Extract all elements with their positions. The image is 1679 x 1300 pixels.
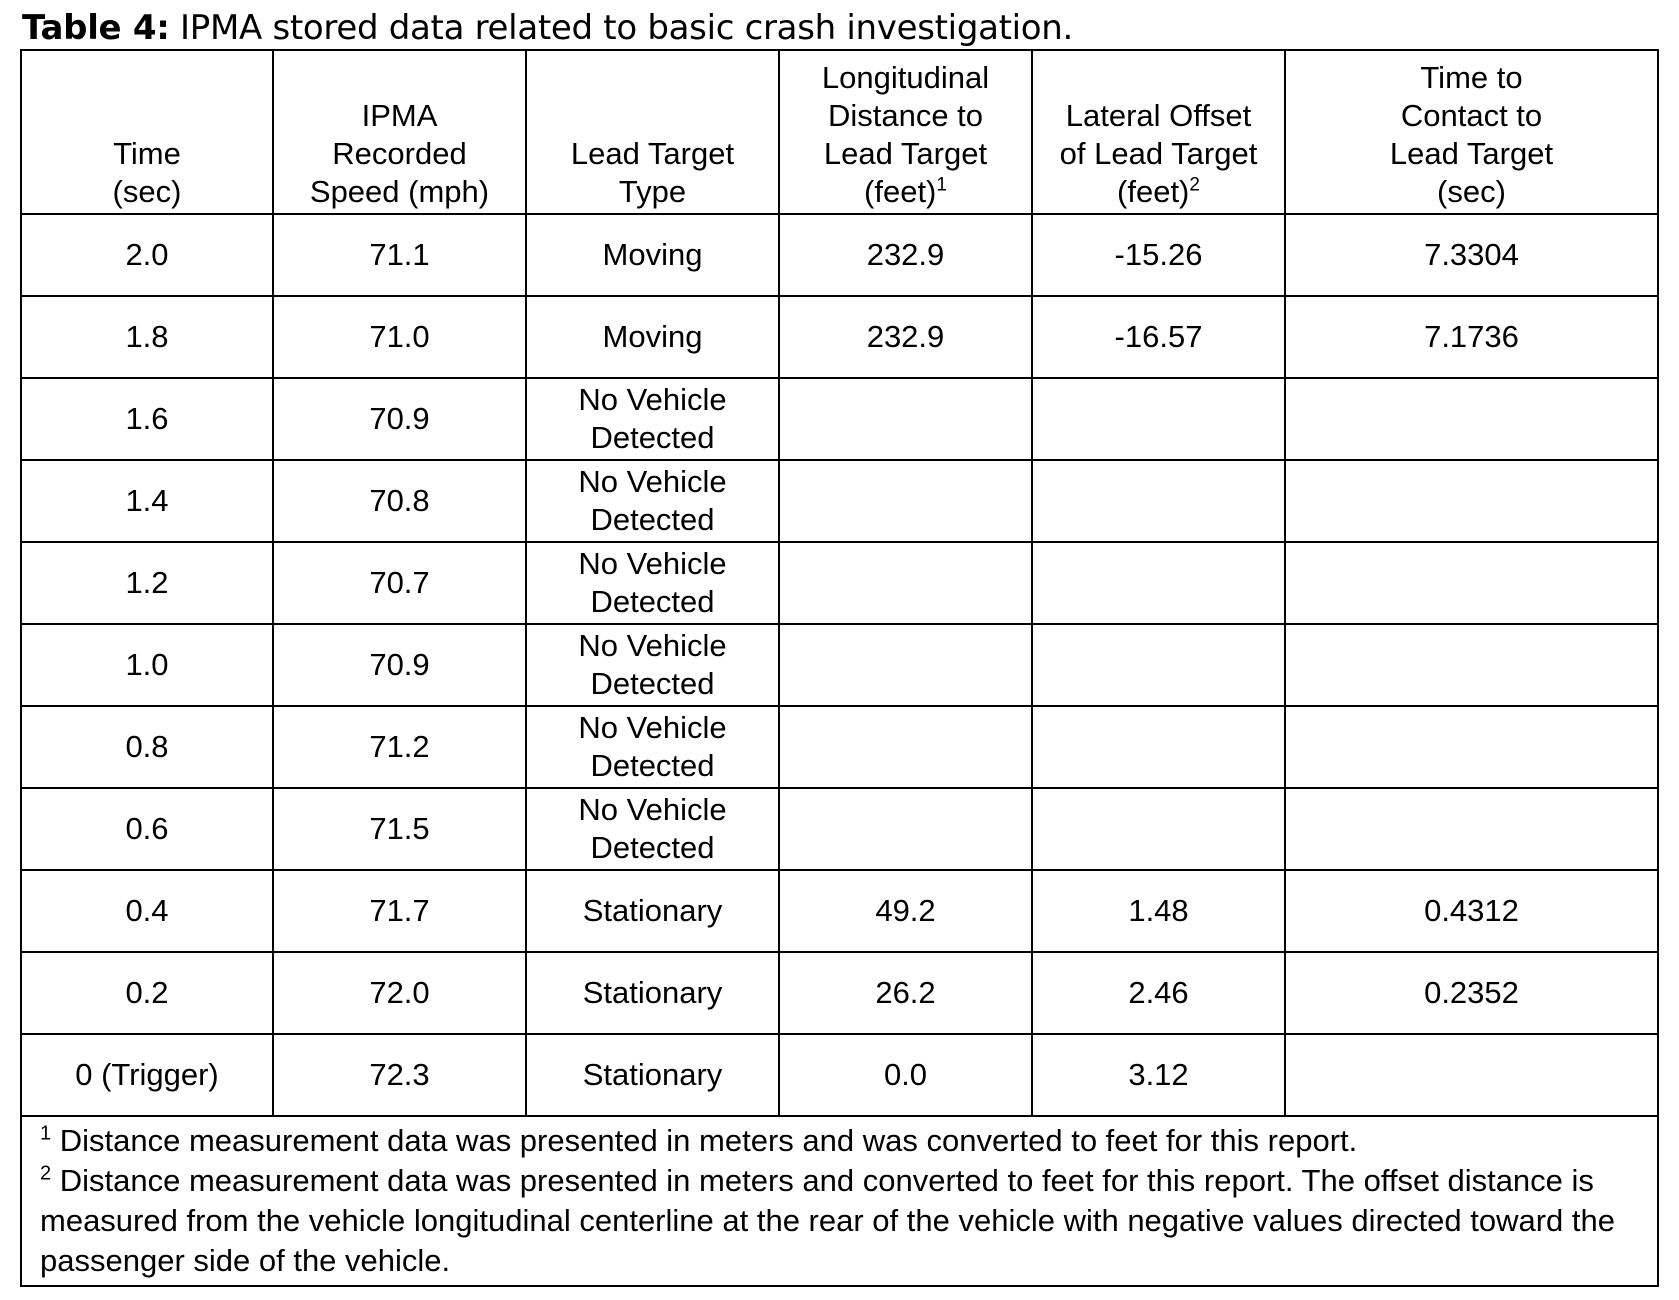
- cell-target-type: Moving: [526, 296, 779, 378]
- table-row: [21, 870, 1658, 952]
- cell-time-to-contact: 7.3304: [1285, 214, 1658, 296]
- cell-target-type: Moving: [526, 214, 779, 296]
- cell-target-type: [526, 788, 779, 870]
- table-footer: [21, 1116, 1658, 1286]
- header-ttc-line-3: Lead Target: [1389, 136, 1554, 171]
- header-time-to-contact: [1285, 50, 1658, 214]
- footnote-1-text: Distance measurement data was presented in meters and was converted to feet for this report.: [59, 1123, 1358, 1158]
- cell-lateral-offset: [1032, 788, 1285, 870]
- cell-target-type-line-2: Detected: [590, 584, 715, 619]
- header-lateral-offset: [1032, 50, 1285, 214]
- cell-time-to-contact: 0.4312: [1285, 870, 1658, 952]
- cell-target-type-line-1: No Vehicle: [578, 546, 727, 581]
- cell-time: 1.4: [21, 460, 273, 542]
- header-lateral-line-2: of Lead Target: [1059, 136, 1258, 171]
- cell-longitudinal-distance: 232.9: [779, 296, 1032, 378]
- cell-speed: 71.5: [273, 788, 526, 870]
- cell-target-type-line-2: Detected: [590, 748, 715, 783]
- table-row: [21, 788, 1658, 870]
- cell-speed: 70.7: [273, 542, 526, 624]
- cell-target-type-line-2: Detected: [590, 666, 715, 701]
- cell-time-to-contact: [1285, 788, 1658, 870]
- cell-target-type-line-1: No Vehicle: [578, 792, 727, 827]
- table-row: [21, 542, 1658, 624]
- footnote-2: [40, 1161, 1633, 1281]
- cell-time-to-contact: [1285, 1034, 1658, 1116]
- header-target-type: [526, 50, 779, 214]
- table-row: [21, 214, 1658, 296]
- table-caption: [22, 8, 1073, 48]
- cell-lateral-offset: -15.26: [1032, 214, 1285, 296]
- cell-lateral-offset: [1032, 460, 1285, 542]
- header-target-type-line-1: Lead Target: [570, 136, 735, 171]
- footnote-row: [21, 1116, 1658, 1286]
- cell-longitudinal-distance: [779, 460, 1032, 542]
- cell-target-type: [526, 378, 779, 460]
- cell-longitudinal-distance: [779, 788, 1032, 870]
- cell-speed: 70.9: [273, 624, 526, 706]
- cell-target-type-line-2: Detected: [590, 420, 715, 455]
- cell-lateral-offset: -16.57: [1032, 296, 1285, 378]
- cell-lateral-offset: [1032, 624, 1285, 706]
- header-time-line-1: Time: [113, 136, 181, 171]
- cell-time: 2.0: [21, 214, 273, 296]
- ipma-data-table: [20, 49, 1659, 1287]
- table-row: [21, 624, 1658, 706]
- cell-time: 1.6: [21, 378, 273, 460]
- cell-target-type: [526, 460, 779, 542]
- cell-time-to-contact: [1285, 542, 1658, 624]
- header-ttc-line-2: Contact to: [1400, 98, 1543, 133]
- header-longitudinal-line-2: Distance to: [827, 98, 984, 133]
- cell-lateral-offset: 2.46: [1032, 952, 1285, 1034]
- header-time: [21, 50, 273, 214]
- header-lateral-line-3: [1037, 173, 1280, 211]
- table-row: [21, 296, 1658, 378]
- header-speed-line-1: IPMA: [361, 98, 438, 133]
- cell-speed: 71.0: [273, 296, 526, 378]
- header-target-type-line-2: Type: [618, 174, 687, 209]
- cell-lateral-offset: [1032, 378, 1285, 460]
- cell-longitudinal-distance: 232.9: [779, 214, 1032, 296]
- header-lateral-unit: (feet): [1117, 174, 1190, 209]
- header-longitudinal-line-3: Lead Target: [823, 136, 988, 171]
- cell-target-type-line-1: No Vehicle: [578, 464, 727, 499]
- header-longitudinal-line-4: [784, 173, 1027, 211]
- cell-speed: 70.9: [273, 378, 526, 460]
- cell-lateral-offset: [1032, 706, 1285, 788]
- footnote-1-mark: 1: [40, 1122, 52, 1145]
- cell-target-type-line-2: Detected: [590, 830, 715, 865]
- header-row: [21, 50, 1658, 214]
- cell-lateral-offset: [1032, 542, 1285, 624]
- header-longitudinal-line-1: Longitudinal: [821, 60, 990, 95]
- header-longitudinal-distance: [779, 50, 1032, 214]
- cell-target-type: [526, 542, 779, 624]
- cell-time: 1.8: [21, 296, 273, 378]
- cell-time: 0.4: [21, 870, 273, 952]
- cell-longitudinal-distance: 49.2: [779, 870, 1032, 952]
- cell-time-to-contact: [1285, 624, 1658, 706]
- cell-time-to-contact: 7.1736: [1285, 296, 1658, 378]
- cell-longitudinal-distance: [779, 378, 1032, 460]
- header-ttc-line-4: (sec): [1437, 174, 1506, 209]
- cell-target-type: Stationary: [526, 952, 779, 1034]
- cell-time-to-contact: [1285, 378, 1658, 460]
- cell-lateral-offset: 3.12: [1032, 1034, 1285, 1116]
- header-speed: [273, 50, 526, 214]
- header-lateral-line-1: Lateral Offset: [1065, 98, 1252, 133]
- cell-speed: 72.3: [273, 1034, 526, 1116]
- footnote-2-text: Distance measurement data was presented in meters and converted to feet for this report. The offset distance is measured from the vehicle longitudinal centerline at the rear of the vehicle with negative values directed toward the passenger side of the vehicle.: [40, 1163, 1616, 1278]
- cell-speed: 71.2: [273, 706, 526, 788]
- cell-longitudinal-distance: 26.2: [779, 952, 1032, 1034]
- footnote-2-mark: 2: [40, 1162, 52, 1185]
- footnote-ref-2: 2: [1189, 174, 1200, 196]
- cell-longitudinal-distance: [779, 542, 1032, 624]
- cell-target-type-line-1: No Vehicle: [578, 382, 727, 417]
- header-speed-line-3: Speed (mph): [309, 174, 490, 209]
- cell-speed: 72.0: [273, 952, 526, 1034]
- cell-lateral-offset: 1.48: [1032, 870, 1285, 952]
- footnote-ref-1: 1: [936, 174, 947, 196]
- cell-time: 0 (Trigger): [21, 1034, 273, 1116]
- header-longitudinal-unit: (feet): [864, 174, 937, 209]
- table-row: [21, 952, 1658, 1034]
- table-header: [21, 50, 1658, 214]
- cell-target-type-line-2: Detected: [590, 502, 715, 537]
- table-row: [21, 706, 1658, 788]
- footnote-1: [40, 1121, 1633, 1161]
- cell-target-type: Stationary: [526, 870, 779, 952]
- cell-time-to-contact: [1285, 706, 1658, 788]
- cell-target-type: [526, 706, 779, 788]
- cell-time: 0.8: [21, 706, 273, 788]
- cell-longitudinal-distance: 0.0: [779, 1034, 1032, 1116]
- table-row: [21, 460, 1658, 542]
- cell-target-type: Stationary: [526, 1034, 779, 1116]
- table-caption-label: Table 4:: [22, 8, 170, 48]
- cell-time: 1.0: [21, 624, 273, 706]
- table-body: [21, 214, 1658, 1116]
- cell-target-type-line-1: No Vehicle: [578, 628, 727, 663]
- header-time-line-2: (sec): [112, 174, 182, 209]
- cell-target-type: [526, 624, 779, 706]
- header-speed-line-2: Recorded: [332, 136, 467, 171]
- cell-time-to-contact: [1285, 460, 1658, 542]
- footnotes-cell: [21, 1116, 1658, 1286]
- table-caption-text: IPMA stored data related to basic crash investigation.: [180, 8, 1074, 48]
- cell-time-to-contact: 0.2352: [1285, 952, 1658, 1034]
- header-ttc-line-1: Time to: [1420, 60, 1523, 95]
- cell-speed: 71.7: [273, 870, 526, 952]
- cell-time: 0.2: [21, 952, 273, 1034]
- table-row: [21, 1034, 1658, 1116]
- cell-longitudinal-distance: [779, 624, 1032, 706]
- cell-speed: 70.8: [273, 460, 526, 542]
- cell-time: 1.2: [21, 542, 273, 624]
- table-row: [21, 378, 1658, 460]
- cell-target-type-line-1: No Vehicle: [578, 710, 727, 745]
- cell-speed: 71.1: [273, 214, 526, 296]
- cell-time: 0.6: [21, 788, 273, 870]
- cell-longitudinal-distance: [779, 706, 1032, 788]
